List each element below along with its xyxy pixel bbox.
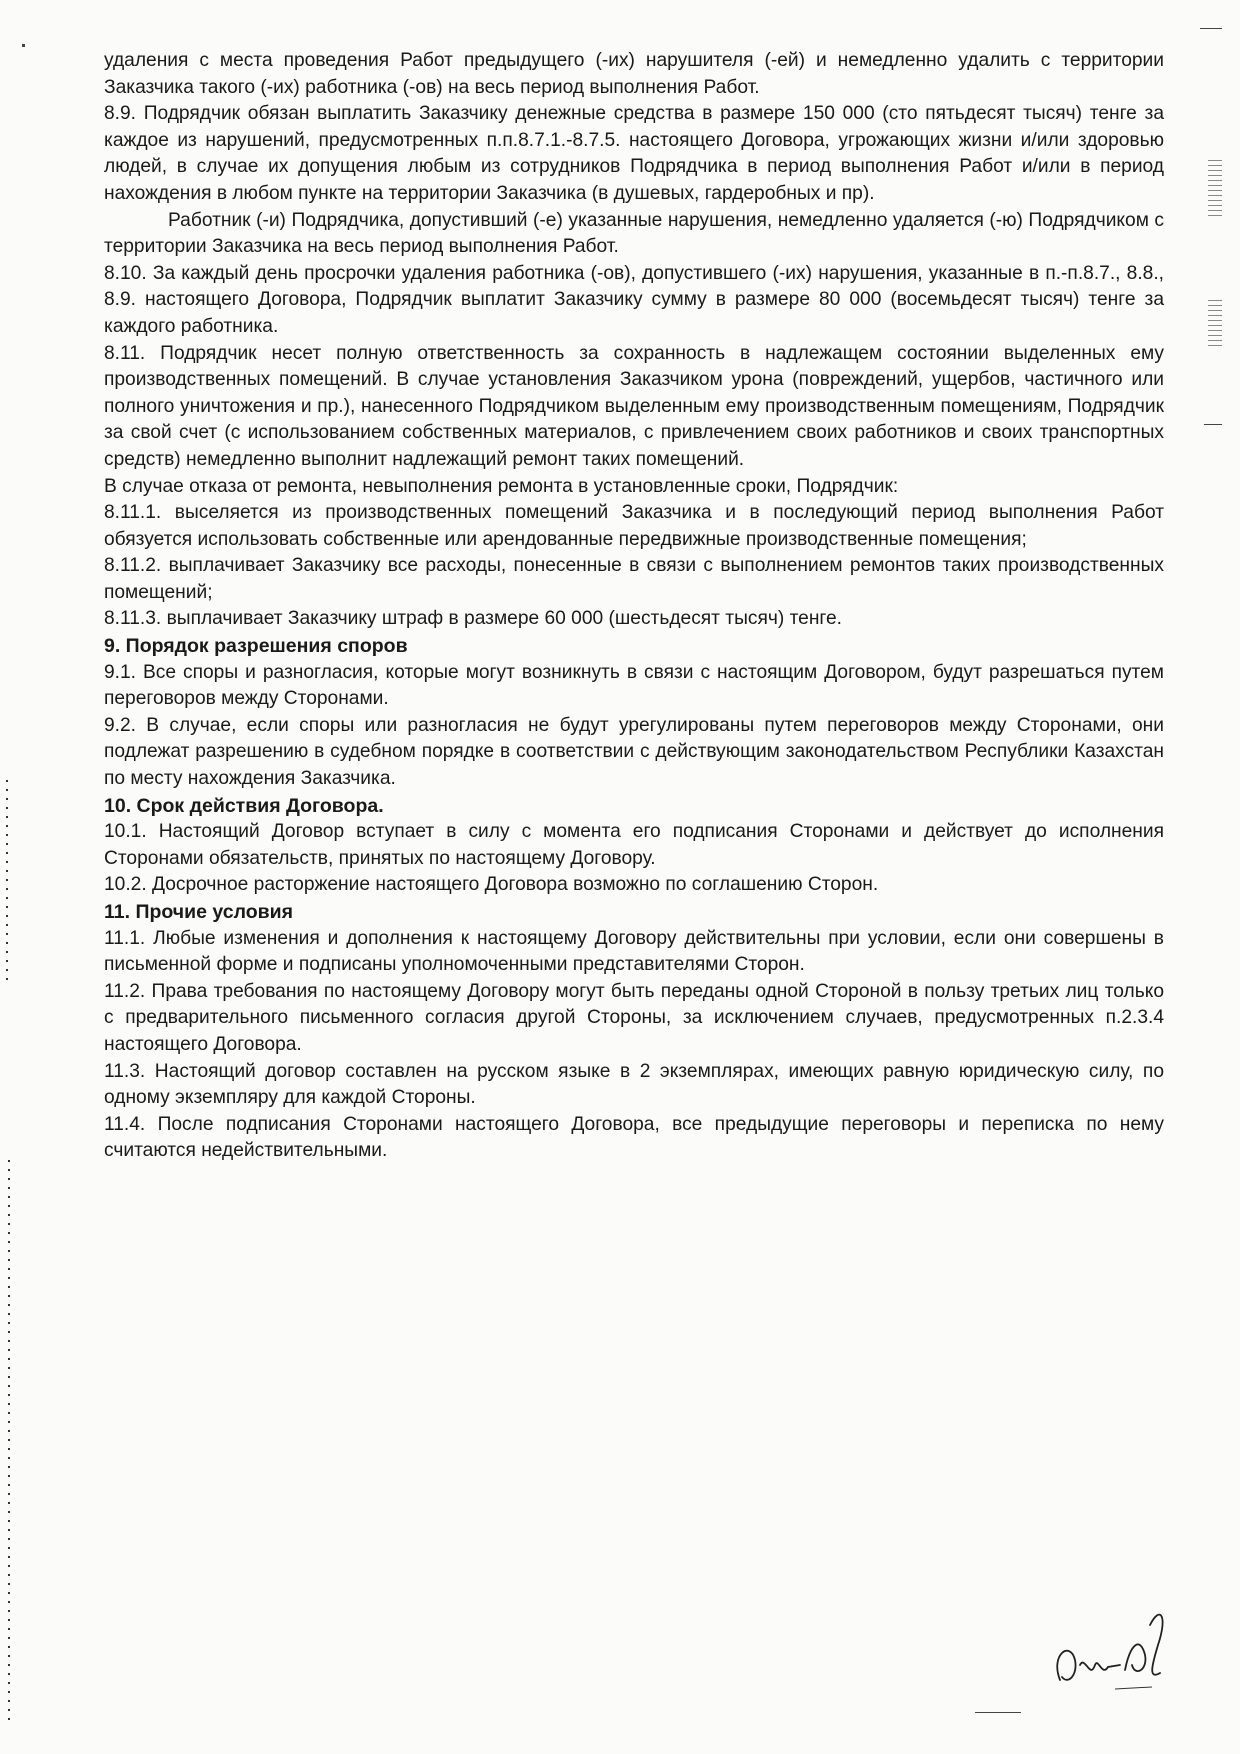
paragraph-10-2: 10.2. Досрочное расторжение настоящего Договора возможно по соглашению Сторон.	[104, 874, 879, 896]
paragraph-11-2: 11.2. Права требования по настоящему Договору могут быть переданы одной Стороной в пользу третьих лиц только с предварительного письменного согласия другой Стороны, за исключением случаев, предусмотренных п.2.3.4 настоящего Договора.	[104, 980, 1164, 1055]
paragraph-8-11-1: 8.11.1. выселяется из производственных помещений Заказчика и в последующий период выполнения Работ обязуется использовать собственные или арендованные передвижные производственные помещения;	[104, 502, 1164, 550]
scan-edge-marks-right-1	[1208, 160, 1222, 220]
paragraph-8-continuation: удаления с места проведения Работ предыдущего (-их) нарушителя (-ей) и немедленно удалить с территории Заказчика такого (-их) работника (-ов) на весь период выполнения Работ.	[104, 50, 1164, 98]
paragraph-9-1: 9.1. Все споры и разногласия, которые могут возникнуть в связи с настоящим Договором, будут разрешаться путем переговоров между Сторонами.	[104, 661, 1164, 710]
paragraph-8-10: 8.10. За каждый день просрочки удаления работника (-ов), допустившего (-их) нарушения, указанные в п.-п.8.7., 8.8., 8.9. настоящего Договора, Подрядчик выплатит Заказчику сумму в размере 80 000 (восемьдесят тысяч) тенге за каждого работника.	[104, 262, 1164, 337]
paragraph-8-11-refusal: В случае отказа от ремонта, невыполнения ремонта в установленные сроки, Подрядчик:	[104, 475, 899, 497]
scan-edge-marks-right-2	[1208, 300, 1222, 350]
scan-speck	[22, 44, 25, 47]
section-10-title: 10. Срок действия Договора.	[104, 794, 384, 817]
signature-line	[975, 1712, 1021, 1713]
scan-edge-marks-left-top	[6, 780, 8, 980]
section-11-title: 11. Прочие условия	[104, 901, 293, 923]
scan-edge-marks-left-bottom	[8, 1160, 10, 1720]
section-9-title: 9. Порядок разрешения споров	[104, 635, 408, 658]
document-body	[104, 48, 1164, 1165]
paragraph-8-9: 8.9. Подрядчик обязан выплатить Заказчику денежные средства в размере 150 000 (сто пятьдесят тысяч) тенге за каждое из нарушений, предусмотренных п.п.8.7.1.-8.7.5. настоящего Договора, угрожающих жизни и/или здоровью людей, в случае их допущения любым из сотрудников Подрядчика в период выполнения Работ и/или в период нахождения в любом пункте на территории Заказчика (в душевых, гардеробных и пр).	[104, 103, 1164, 204]
paragraph-11-3: 11.3. Настоящий договор составлен на русском языке в 2 экземплярах, имеющих равную юридическую силу, по одному экземпляру для каждой Стороны.	[104, 1060, 1164, 1109]
paragraph-8-11-3: 8.11.3. выплачивает Заказчику штраф в размере 60 000 (шестьдесят тысяч) тенге.	[104, 608, 843, 630]
paragraph-8-9-worker: Работник (-и) Подрядчика, допустивший (-е) указанные нарушения, немедленно удаляется (-ю) Подрядчиком с территории Заказчика на весь период выполнения Работ.	[104, 209, 1164, 258]
paragraph-11-4: 11.4. После подписания Сторонами настоящего Договора, все предыдущие переговоры и переписка по нему считаются недействительными.	[104, 1113, 1164, 1162]
scan-line	[1204, 424, 1222, 425]
paragraph-10-1: 10.1. Настоящий Договор вступает в силу с момента его подписания Сторонами и действует до исполнения Сторонами обязательств, принятых по настоящему Договору.	[104, 821, 1164, 869]
paragraph-8-11-2: 8.11.2. выплачивает Заказчику все расходы, понесенные в связи с выполнением ремонтов таких производственных помещений;	[104, 555, 1164, 603]
paragraph-11-1: 11.1. Любые изменения и дополнения к настоящему Договору действительны при условии, если они совершены в письменной форме и подписаны уполномоченными представителями Сторон.	[104, 927, 1164, 976]
paragraph-8-11: 8.11. Подрядчик несет полную ответственность за сохранность в надлежащем состоянии выделенных ему производственных помещений. В случае установления Заказчиком урона (повреждений, ущербов, частичного или полного уничтожения и пр.), нанесенного Подрядчиком выделенным ему производственным помещениям, Подрядчик за свой счет (с использованием собственных материалов, с привлечением своих работников и своих транспортных средств) немедленно выполнит надлежащий ремонт таких помещений.	[104, 342, 1164, 470]
scan-line	[1200, 28, 1222, 29]
paragraph-9-2: 9.2. В случае, если споры или разногласия не будут урегулированы путем переговоров между Сторонами, они подлежат разрешению в судебном порядке в соответствии с действующим законодательством Республики Казахстан по месту нахождения Заказчика.	[104, 714, 1164, 790]
handwritten-signature-icon	[1040, 1585, 1190, 1695]
